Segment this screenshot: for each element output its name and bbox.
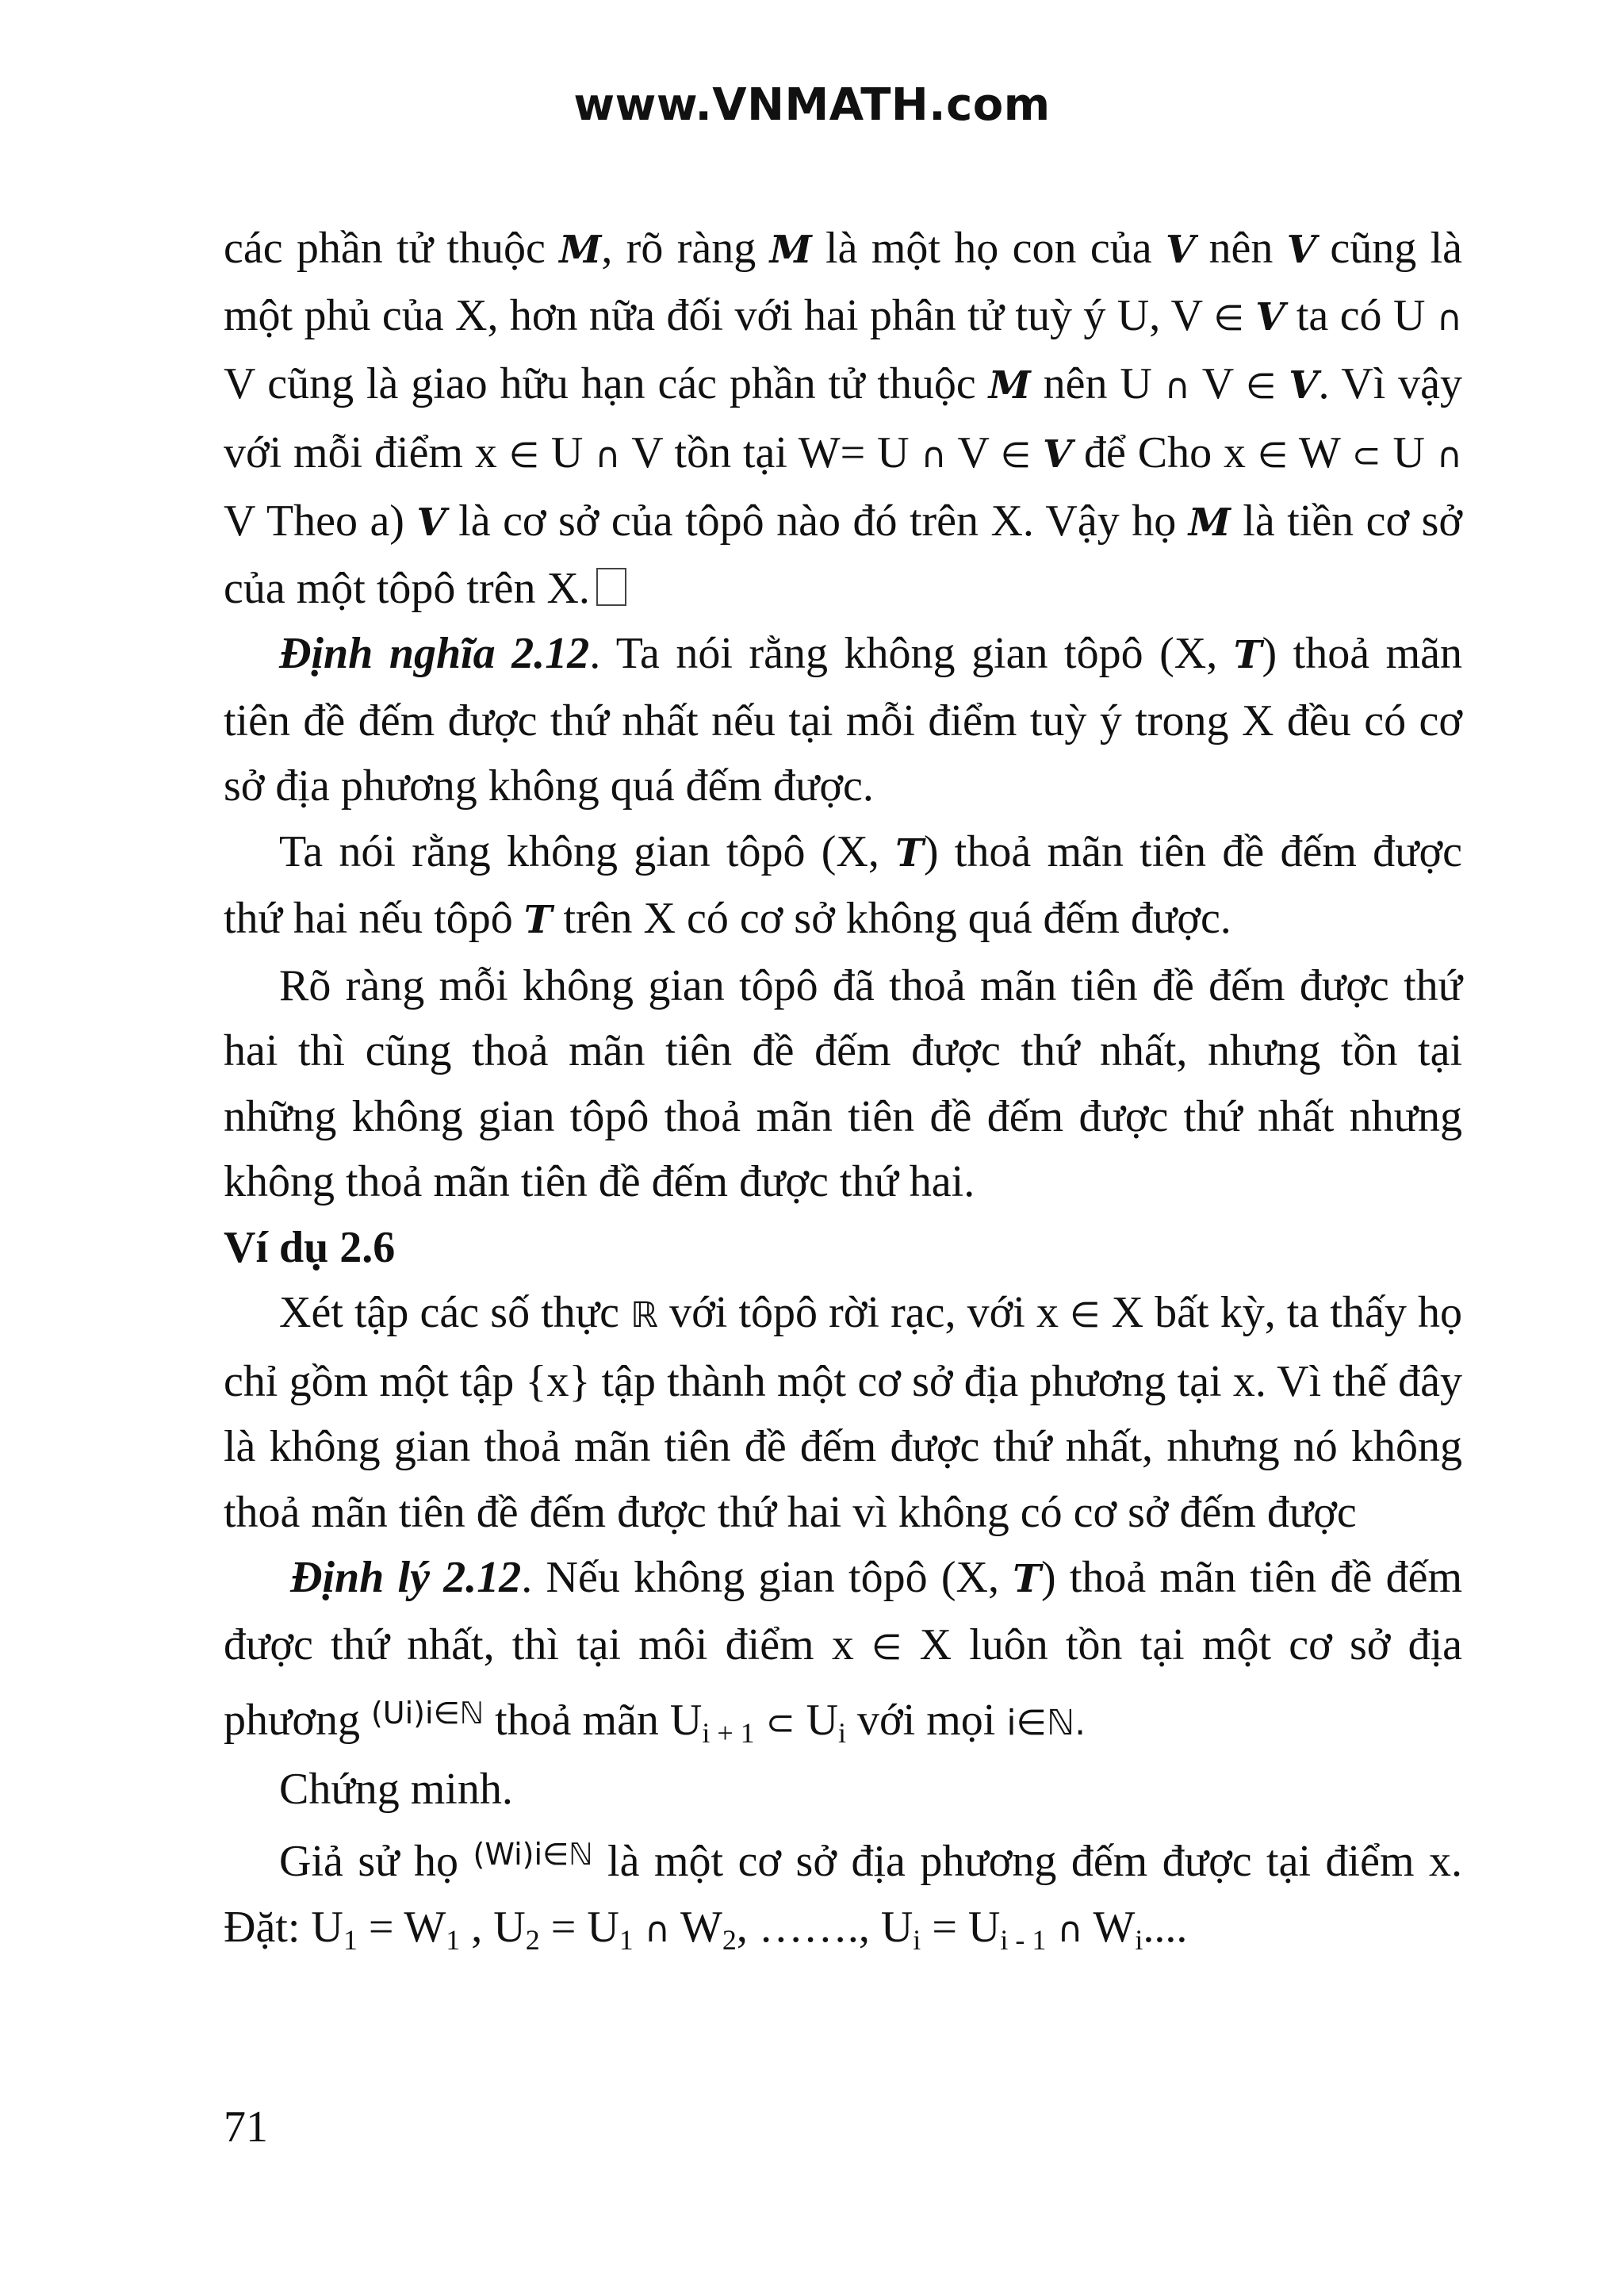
- theorem-label: Định lý 2.12: [290, 1553, 522, 1602]
- script-v-symbol: V: [1286, 228, 1317, 272]
- paragraph-second-countable: Ta nói rằng không gian tôpô (X, T) thoả mãn tiên đề đếm được thứ hai nếu tôpô T trên X có cơ sở không quá đếm được.: [224, 826, 1462, 943]
- script-m-symbol: M: [559, 228, 602, 272]
- site-header: www.VNMATH.com: [573, 79, 1051, 131]
- script-m-symbol: M: [988, 363, 1031, 408]
- script-m-symbol: M: [769, 228, 812, 272]
- script-v-symbol: V: [1255, 294, 1285, 339]
- script-t-symbol: T: [895, 830, 924, 876]
- script-v-symbol: V: [1042, 431, 1073, 477]
- end-of-proof-box: [596, 568, 626, 606]
- script-v-symbol: V: [416, 500, 446, 545]
- paragraph-remark: Rõ ràng mỗi không gian tôpô đã thoả mãn tiên đề đếm được thứ hai thì cũng thoả mãn tiên đề đếm được thứ nhất, nhưng tồn tại những không gian tôpô thoả mãn tiên đề đếm được thứ nhất nhưng không thoả mãn tiên đề đếm được thứ hai.: [224, 960, 1462, 1206]
- definition-2-12: Định nghĩa 2.12. Ta nói rằng không gian tôpô (X, T) thoả mãn tiên đề đếm được thứ nhất nếu tại mỗi điểm tuỳ ý trong X đều có cơ sở địa phương không quá đếm được.: [224, 629, 1462, 811]
- script-t-symbol: T: [1013, 1557, 1041, 1601]
- paragraph-example: Xét tập các số thực ℝ với tôpô rời rạc, với x ∈ X bất kỳ, ta thấy họ chỉ gồm một tập {x} tập thành một cơ sở địa phương tại x. Vì thế đây là không gian thoả mãn tiên đề đếm được thứ nhất, nhưng nó không thoả mãn tiên đề đếm được thứ hai vì không có cơ sở đếm được: [224, 1288, 1462, 1537]
- definition-label: Định nghĩa 2.12: [279, 629, 590, 678]
- page-number: 71: [224, 2102, 268, 2152]
- paragraph-proof: Giả sử họ $^{(Wi)i\in ℕ}$ là một cơ sở địa phương đếm được tại điểm x. Đặt: $U_1 = W_1$ , $U_2 = U_1$ ∩ $W_2$, ……., $U_i = U_{i - 1}$ ∩ $W_i$....: [224, 1837, 1462, 1956]
- script-v-symbol: V: [1289, 363, 1319, 408]
- page-body: [224, 216, 1462, 1963]
- ui-family: (Ui)i∈ℕ: [370, 1696, 485, 1731]
- proof-label: Chứng minh.: [279, 1764, 513, 1814]
- wi-family: (Wi)i∈ℕ: [473, 1837, 593, 1872]
- paragraph-proof-continuation: các phần tử thuộc M, rõ ràng M là một họ con của V nên V cũng là một phủ của X, hơn nữa đối với hai phân tử tuỳ ý U, V ∈ V ta có U ∩ V cũng là giao hữu hạn các phần tử thuộc M nên U ∩ V ∈ V. Vì vậy với mỗi điểm x ∈ U ∩ V tồn tại W= U ∩ V ∈ V để Cho x ∈ W ⊂ U ∩ V Theo a) V là cơ sở của tôpô nào đó trên X. Vậy họ M là tiền cơ sở của một tôpô trên X.: [224, 224, 1463, 613]
- script-v-symbol: V: [1165, 228, 1196, 272]
- script-t-symbol: T: [523, 898, 553, 942]
- script-t-symbol: T: [1233, 633, 1262, 677]
- script-m-symbol: M: [1188, 500, 1231, 545]
- example-heading: Ví dụ 2.6: [224, 1222, 396, 1272]
- theorem-2-12: Định lý 2.12. Nếu không gian tôpô (X, T) thoả mãn tiên đề đếm được thứ nhất, thì tại môi điểm x ∈ X luôn tồn tại một cơ sở địa phương $^{(Ui)i\in ℕ}$ thoả mãn $U_{i + 1}$ ⊂ $U_i$ với mọi i∈ℕ.: [224, 1553, 1463, 1749]
- reals-symbol: ℝ: [630, 1295, 658, 1336]
